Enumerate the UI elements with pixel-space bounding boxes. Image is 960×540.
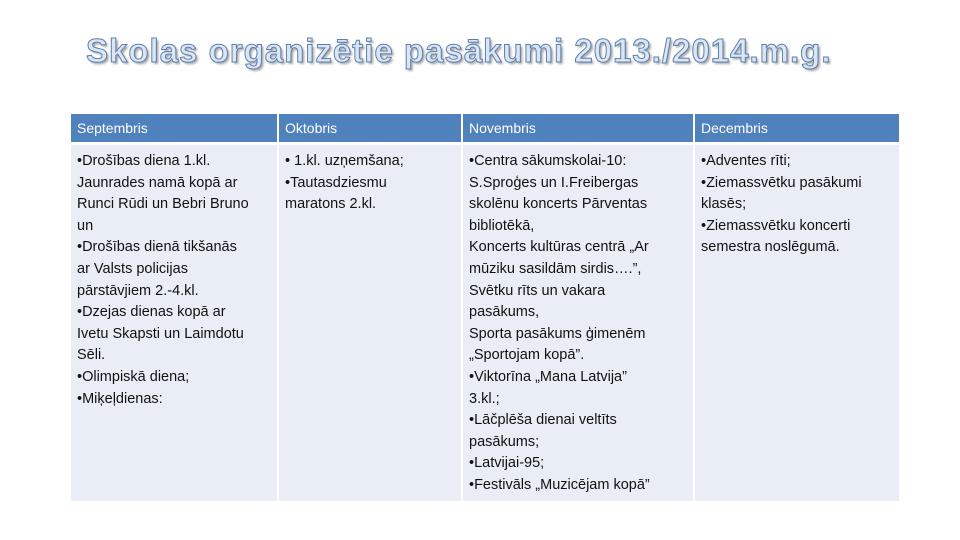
event-line: bibliotēkā, <box>469 217 535 234</box>
header-december: Decembris <box>694 114 899 144</box>
event-line: mūziku sasildām sirdis….”, <box>469 260 642 277</box>
event-line: pārstāvjiem 2.-4.kl. <box>77 282 199 299</box>
event-line: •Tautasdziesmu <box>285 174 387 191</box>
event-line: Jaunrades namā kopā ar <box>77 174 238 191</box>
events-table <box>71 114 899 501</box>
event-line: •Centra sākumskolai-10: <box>469 153 627 169</box>
event-line: pasākums; <box>469 433 540 450</box>
header-november: Novembris <box>462 114 694 144</box>
event-line: •Olimpiskā diena; <box>77 368 190 385</box>
event-line: Sēli. <box>77 347 106 364</box>
cell-december <box>694 144 899 501</box>
event-line: •Miķeļdienas: <box>77 390 163 407</box>
event-line: klasēs; <box>701 196 747 213</box>
event-line: •Dzejas dienas kopā ar <box>77 304 226 321</box>
event-line: •Drošības diena 1.kl. <box>77 153 211 169</box>
event-line: semestra noslēgumā. <box>701 239 840 256</box>
event-line: •Festivāls „Muzicējam kopā” <box>469 476 650 493</box>
cell-october <box>278 144 462 501</box>
event-line: Ivetu Skapsti un Laimdotu <box>77 325 244 342</box>
header-september: Septembris <box>71 114 278 144</box>
events-row <box>71 144 899 501</box>
event-line: •Lāčplēša dienai veltīts <box>469 412 617 429</box>
event-line: S.Sproģes un I.Freibergas <box>469 174 639 191</box>
event-line: un <box>77 217 94 234</box>
event-line: ar Valsts policijas <box>77 260 188 277</box>
slide-title: Skolas organizētie pasākumi 2013./2014.m.g. <box>86 32 832 69</box>
cell-november <box>462 144 694 501</box>
event-line: •Ziemassvētku koncerti <box>701 217 851 234</box>
event-line: Koncerts kultūras centrā „Ar <box>469 239 649 256</box>
cell-september <box>71 144 278 501</box>
event-line: Sporta pasākums ģimenēm <box>469 325 646 342</box>
event-line: •Adventes rīti; <box>701 153 791 169</box>
event-line: skolēnu koncerts Pārventas <box>469 196 648 213</box>
event-line: „Sportojam kopā”. <box>469 347 585 364</box>
event-line: • 1.kl. uzņemšana; <box>285 153 404 169</box>
event-line: 3.kl.; <box>469 390 500 407</box>
event-line: Runci Rūdi un Bebri Bruno <box>77 196 249 213</box>
event-line: pasākums, <box>469 304 540 321</box>
header-row <box>71 114 899 144</box>
event-line: maratons 2.kl. <box>285 196 377 213</box>
event-line: •Ziemassvētku pasākumi <box>701 174 862 191</box>
header-october: Oktobris <box>278 114 462 144</box>
event-line: •Drošības dienā tikšanās <box>77 239 237 256</box>
event-line: •Viktorīna „Mana Latvija” <box>469 368 627 385</box>
event-line: •Latvijai-95; <box>469 455 545 472</box>
event-line: Svētku rīts un vakara <box>469 282 606 299</box>
